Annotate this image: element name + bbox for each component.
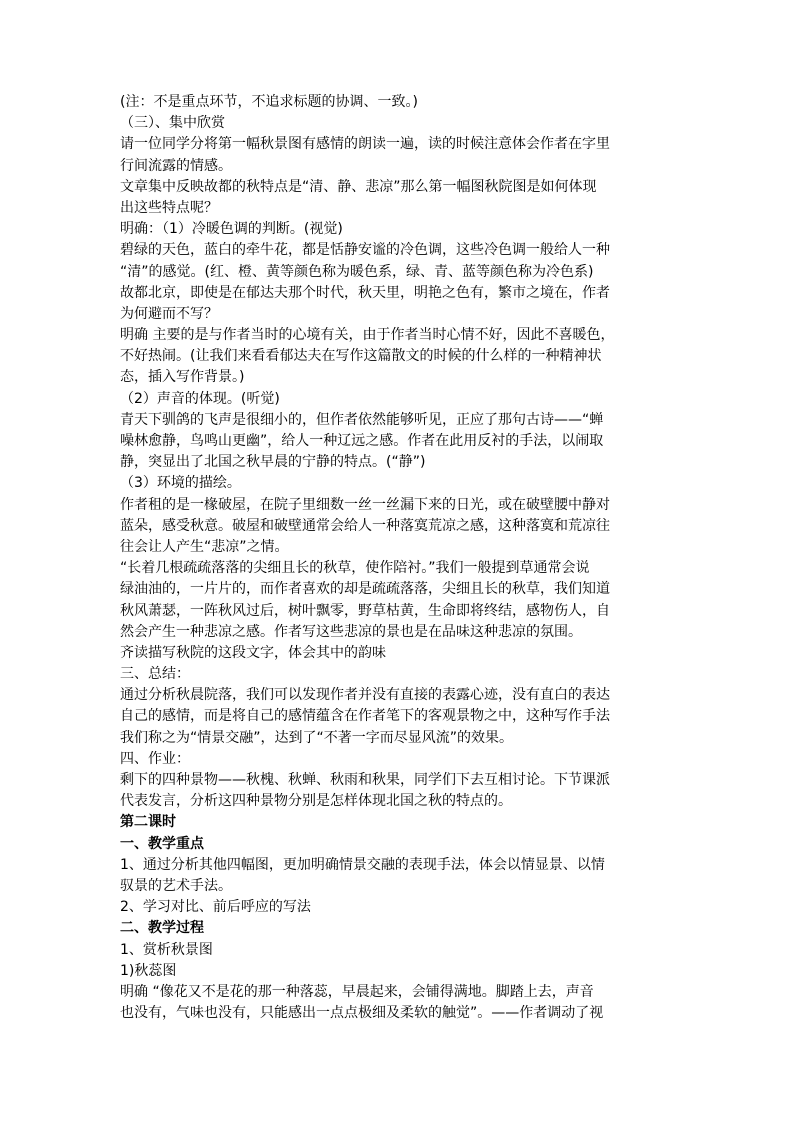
paragraph-line: “清”的感觉。(红、橙、黄等颜色称为暖色系，绿、青、蓝等颜色称为冷色系) xyxy=(120,263,594,280)
subheading-fallen-stamens: 1)秋蕊图 xyxy=(120,962,177,979)
paragraph-line: “长着几根疏疏落落的尖细且长的秋草，使作陪衬。”我们一般提到草通常会说 xyxy=(120,560,590,577)
answer-line: 明确：（1）冷暖色调的判断。(视觉) xyxy=(120,221,343,238)
section-heading-summary: 三、总结： xyxy=(120,666,190,683)
paragraph-line: 文章集中反映故都的秋特点是“清、静、悲凉”那么第一幅图秋院图是如何体现 xyxy=(120,178,597,195)
subheading-appreciate-scenes: 1、赏析秋景图 xyxy=(120,941,213,958)
paragraph-line: 态，插入写作背景。) xyxy=(120,369,245,386)
paragraph-line: 青天下驯鸽的飞声是很细小的，但作者依然能够听见，正应了那句古诗——“蝉 xyxy=(120,411,604,428)
paragraph-line: 故都北京，即使是在郁达夫那个时代，秋天里，明艳之色有，繁市之境在，作者 xyxy=(120,284,610,301)
document-page xyxy=(120,92,680,1024)
paragraph-line: 自己的感情，而是将自己的感情蕴含在作者笔下的客观景物之中，这种写作手法 xyxy=(120,708,610,725)
note-line: (注：不是重点环节，不追求标题的协调、一致。) xyxy=(120,94,418,110)
paragraph-line: 绿油油的，一片片的，而作者喜欢的却是疏疏落落，尖细且长的秋草，我们知道 xyxy=(120,581,610,598)
paragraph-line: 剩下的四种景物——秋槐、秋蝉、秋雨和秋果，同学们下去互相讨论。下节课派 xyxy=(120,772,610,788)
paragraph-line: 秋风萧瑟，一阵秋风过后，树叶飘零，野草枯黄，生命即将终结，感物伤人，自 xyxy=(120,602,610,619)
paragraph-line: 齐读描写秋院的这段文字，体会其中的韵味 xyxy=(120,644,386,661)
heading-teaching-focus: 一、教学重点 xyxy=(120,835,204,852)
list-item: 2、学习对比、前后呼应的写法 xyxy=(120,899,311,916)
heading-second-lesson: 第二课时 xyxy=(120,814,176,831)
paragraph-line: 噪林愈静，鸟鸣山更幽”，给人一种辽远之感。作者在此用反衬的手法，以闹取 xyxy=(120,433,604,449)
paragraph-line: 行间流露的情感。 xyxy=(120,157,232,174)
paragraph-line: 代表发言，分析这四种景物分别是怎样体现北国之秋的特点的。 xyxy=(120,793,512,810)
paragraph-line: 作者租的是一椽破屋，在院子里细数一丝一丝漏下来的日光，或在破壁腰中静对 xyxy=(120,496,610,513)
paragraph-line: 静，突显出了北国之秋早晨的宁静的特点。(“静”) xyxy=(120,454,426,471)
paragraph-line: 我们称之为“情景交融”，达到了“不著一字而尽显风流”的效果。 xyxy=(120,729,514,746)
section-heading-focus-appreciation: （三）、集中欣赏 xyxy=(120,115,225,132)
paragraph-line: 请一位同学分将第一幅秋景图有感情的朗读一遍，读的时候注意体会作者在字里 xyxy=(120,136,610,153)
answer-line: 明确 “像花又不是花的那一种落蕊，早晨起来，会铺得满地。脚踏上去，声音 xyxy=(120,983,594,1000)
list-item-continuation: 驭景的艺术手法。 xyxy=(120,877,232,894)
paragraph-line: 也没有，气味也没有，只能感出一点点极细及柔软的触觉”。——作者调动了视 xyxy=(120,1005,604,1022)
paragraph-line: 为何避而不写？ xyxy=(120,305,218,322)
paragraph-line: 往会让人产生“悲凉”之情。 xyxy=(120,538,289,555)
paragraph-line: 通过分析秋晨院落，我们可以发现作者并没有直接的表露心迹，没有直白的表达 xyxy=(120,687,610,704)
section-heading-homework: 四、作业： xyxy=(120,750,190,767)
subheading-sound: （2）声音的体现。(听觉) xyxy=(120,390,280,407)
paragraph-line: 蓝朵，感受秋意。破屋和破壁通常会给人一种落寞荒凉之感，这种落寞和荒凉往 xyxy=(120,517,610,534)
heading-teaching-process: 二、教学过程 xyxy=(120,920,204,937)
paragraph-line: 不好热闹。(让我们来看看郁达夫在写作这篇散文的时候的什么样的一种精神状 xyxy=(120,348,602,365)
paragraph-line: 出这些特点呢？ xyxy=(120,199,218,216)
paragraph-line: 然会产生一种悲凉之感。作者写这些悲凉的景也是在品味这种悲凉的氛围。 xyxy=(120,623,582,640)
list-item: 1、通过分析其他四幅图，更加明确情景交融的表现手法，体会以情显景、以情 xyxy=(120,856,605,873)
subheading-environment: （3）环境的描绘。 xyxy=(120,475,241,492)
answer-line: 明确 主要的是与作者当时的心境有关，由于作者当时心情不好，因此不喜暖色， xyxy=(120,327,615,344)
paragraph-line: 碧绿的天色，蓝白的牵牛花，都是恬静安谧的冷色调，这些冷色调一般给人一种 xyxy=(120,242,610,259)
